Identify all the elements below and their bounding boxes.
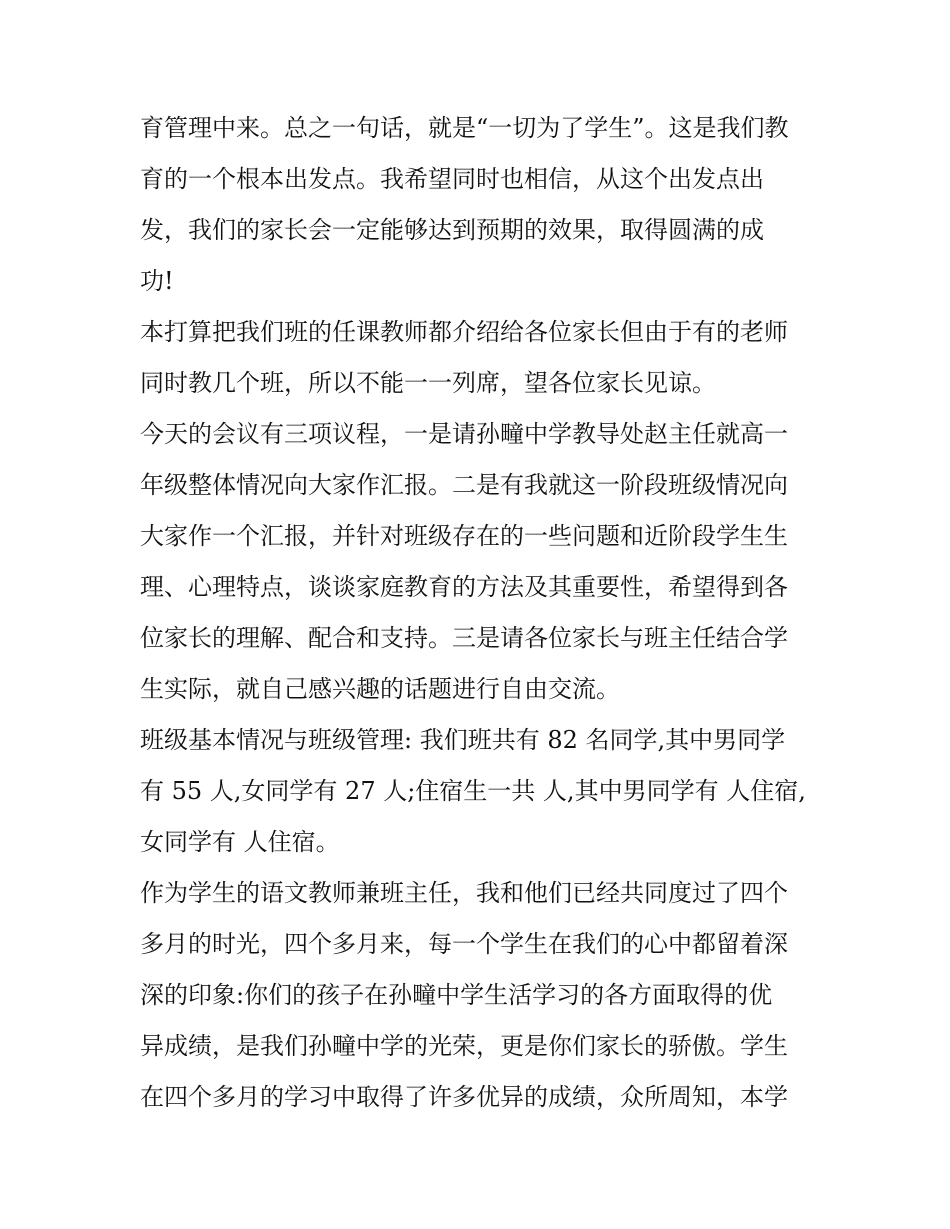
text-line: 异成绩，是我们孙疃中学的光荣，更是你们家长的骄傲。学生 xyxy=(140,1032,788,1060)
text-line: 大家作一个汇报，并针对班级存在的一些问题和近阶段学生生 xyxy=(140,522,788,550)
text-line: 位家长的理解、配合和支持。三是请各位家长与班主任结合学 xyxy=(140,624,788,652)
text-line: 生实际，就自己感兴趣的话题进行自由交流。 xyxy=(140,675,620,703)
text-line: 功! xyxy=(140,267,174,295)
text-line: 多月的时光，四个多月来，每一个学生在我们的心中都留着深 xyxy=(140,930,788,958)
text-line: 理、心理特点，谈谈家庭教育的方法及其重要性，希望得到各 xyxy=(140,573,788,601)
text-line: 有 55 人,女同学有 27 人;住宿生一共 人,其中男同学有 人住宿, xyxy=(140,777,806,805)
text-line: 发，我们的家长会一定能够达到预期的效果，取得圆满的成 xyxy=(140,216,764,244)
text-line: 作为学生的语文教师兼班主任，我和他们已经共同度过了四个 xyxy=(140,879,788,907)
text-line: 在四个多月的学习中取得了许多优异的成绩，众所周知，本学 xyxy=(140,1083,788,1111)
text-line: 本打算把我们班的任课教师都介绍给各位家长但由于有的老师 xyxy=(140,318,788,346)
text-line: 班级基本情况与班级管理: 我们班共有 82 名同学,其中男同学 xyxy=(140,726,786,754)
text-line: 育的一个根本出发点。我希望同时也相信，从这个出发点出 xyxy=(140,165,764,193)
text-line: 育管理中来。总之一句话，就是“一切为了学生”。这是我们教 xyxy=(140,114,789,142)
text-line: 同时教几个班，所以不能一一列席，望各位家长见谅。 xyxy=(140,369,716,397)
text-line: 今天的会议有三项议程，一是请孙疃中学教导处赵主任就高一 xyxy=(140,420,788,448)
body-text xyxy=(140,103,820,1123)
text-line: 女同学有 人住宿。 xyxy=(140,828,340,856)
text-line: 年级整体情况向大家作汇报。二是有我就这一阶段班级情况向 xyxy=(140,471,788,499)
text-line: 深的印象:你们的孩子在孙疃中学生活学习的各方面取得的优 xyxy=(140,981,773,1009)
